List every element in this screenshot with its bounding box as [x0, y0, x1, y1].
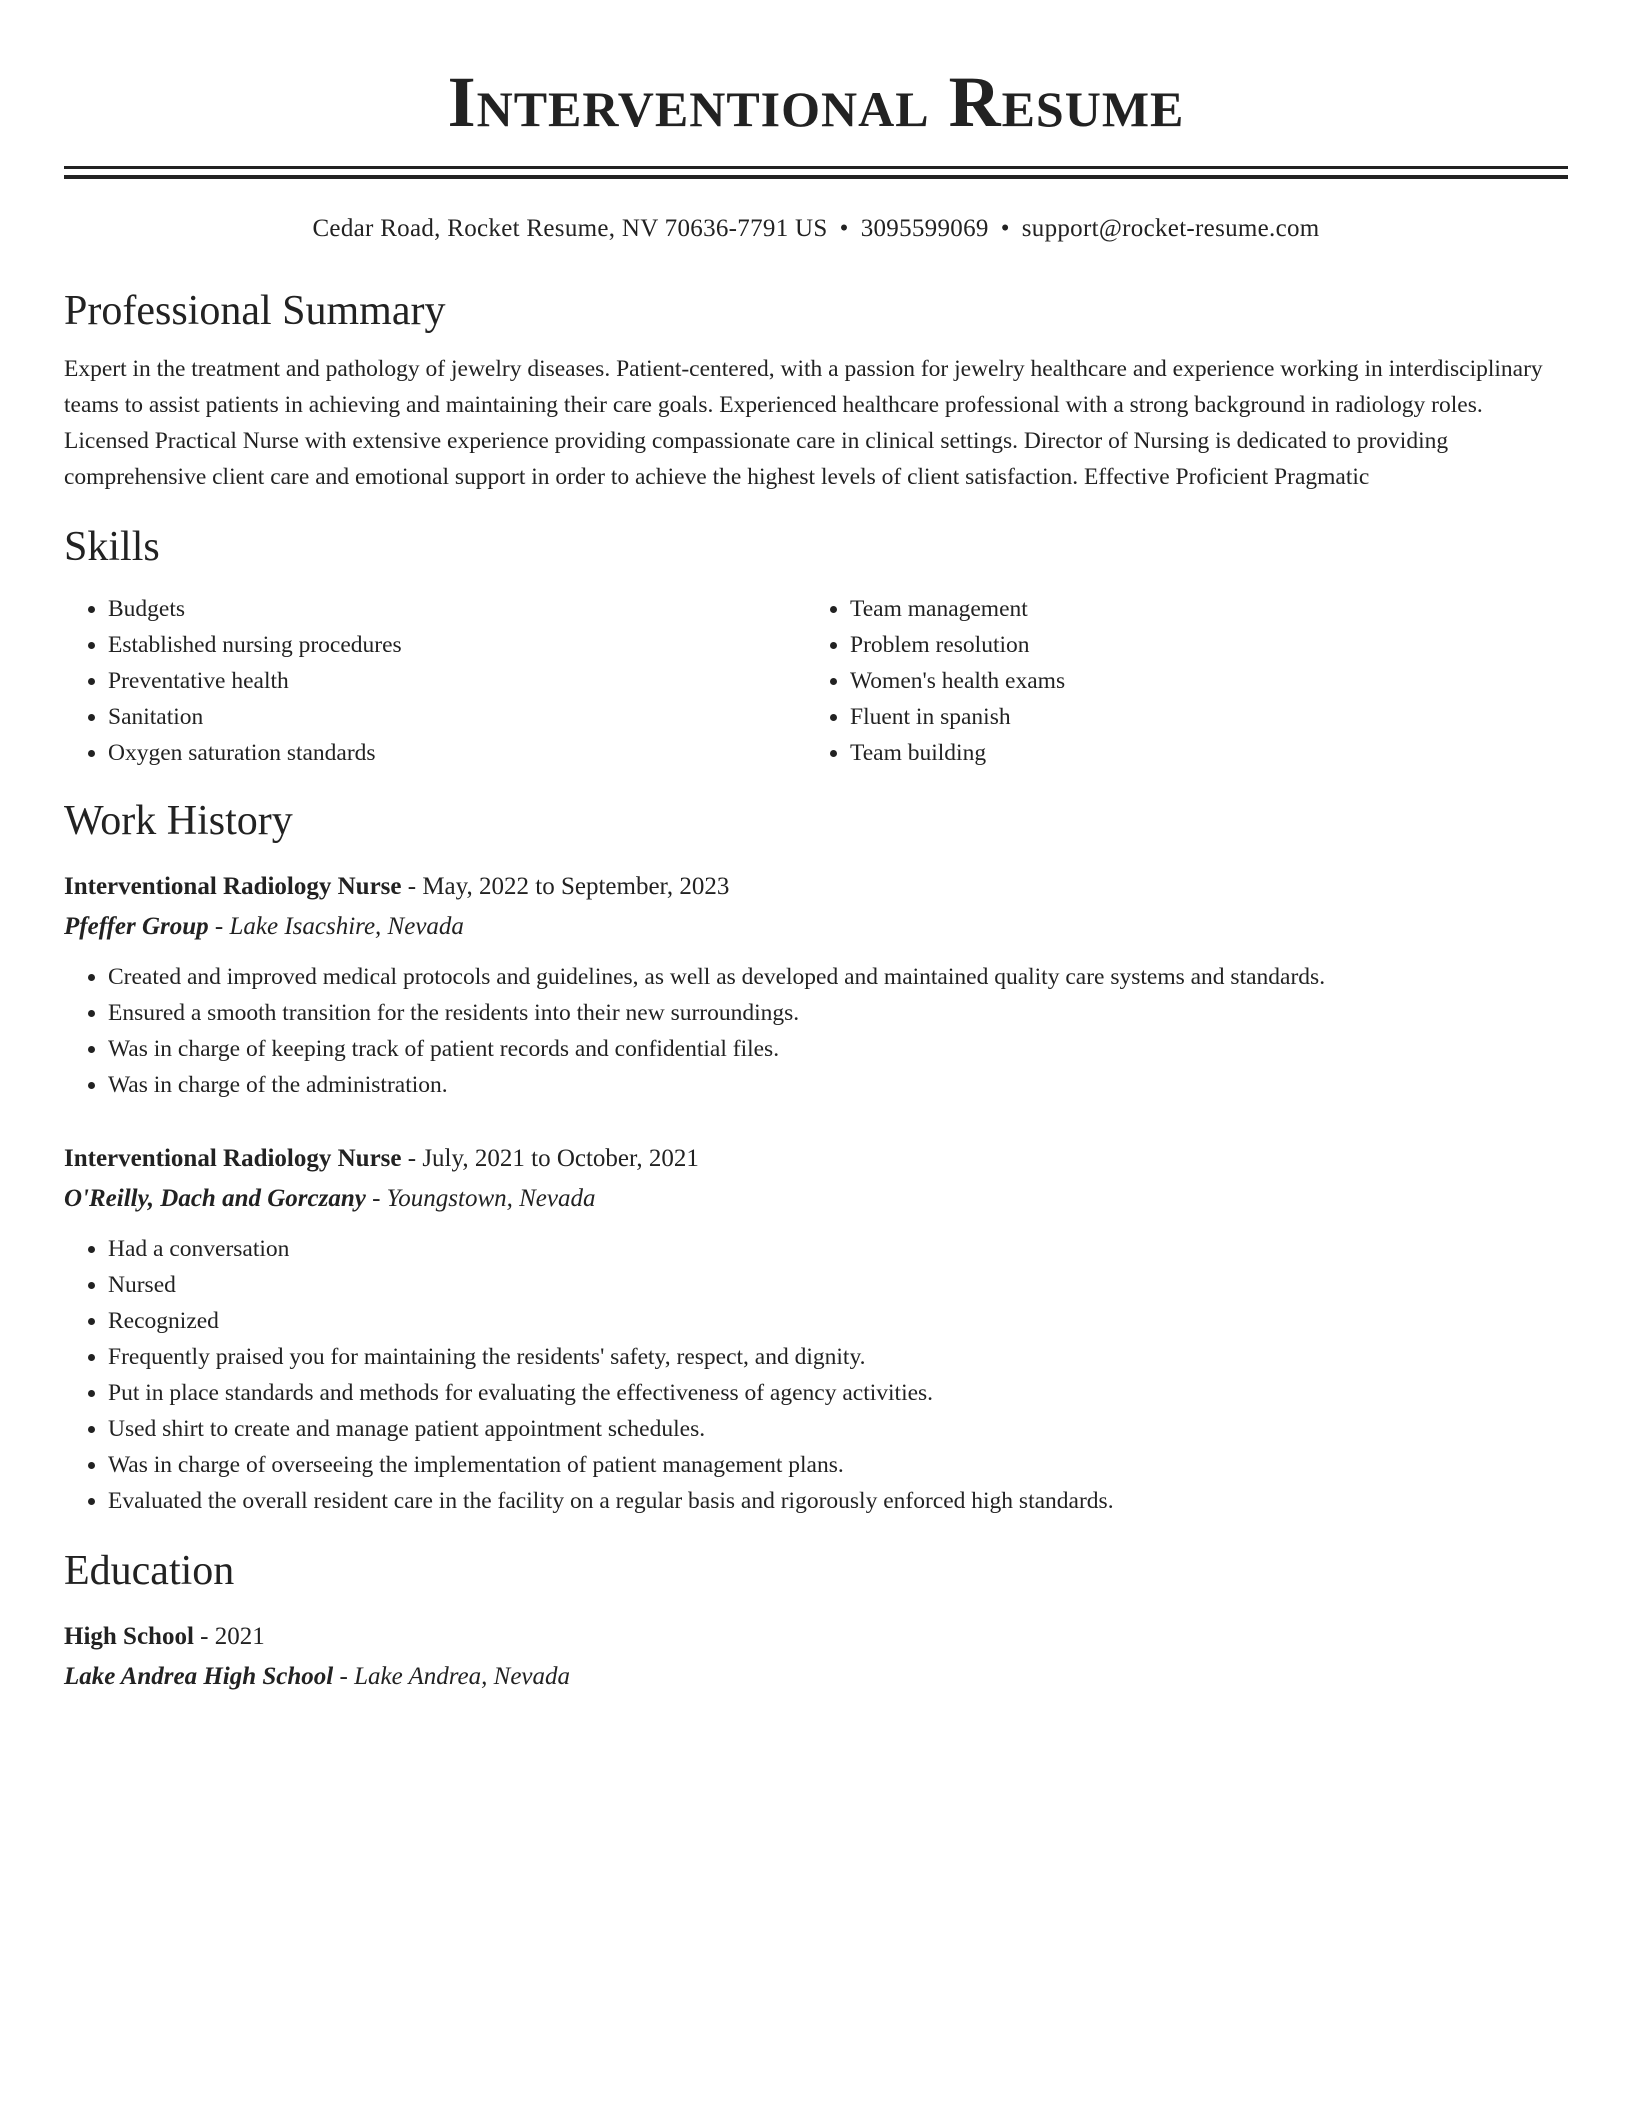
job-bullet: • Used shirt to create and manage patient appointment schedules.	[108, 1411, 1568, 1447]
skill-item: • Team management	[850, 591, 1548, 627]
skill-item: • Team building	[850, 735, 1548, 771]
education-dash: -	[339, 1663, 348, 1690]
job-dash: -	[372, 1185, 381, 1212]
contact-address: Cedar Road, Rocket Resume, NV 70636-7791 US	[312, 215, 828, 242]
job-role: Interventional Radiology Nurse	[64, 873, 402, 900]
summary-text: Expert in the treatment and pathology of jewelry diseases. Patient-centered, with a passion for jewelry healthcare and experience working in interdisciplinary teams to assist patients in achieving and maintaining their care goals. Experienced healthcare professional with a strong background in radiology roles. Licensed Practical Nurse with extensive experience providing compassionate care in clinical settings. Director of Nursing is dedicated to providing comprehensive client care and emotional support in order to achieve the highest levels of client satisfaction. Effective Proficient Pragmatic	[64, 356, 1543, 490]
education-dash: -	[200, 1623, 209, 1650]
section-title-work-history: Work History	[64, 798, 293, 844]
job-dash: -	[407, 873, 417, 900]
contact-separator: •	[1000, 215, 1010, 242]
education-location: Lake Andrea, Nevada	[354, 1663, 571, 1690]
job-bullet: • Evaluated the overall resident care in the facility on a regular basis and rigorously enforced high standards.	[108, 1483, 1568, 1519]
education-school-line	[64, 1659, 1568, 1695]
skills-column-left	[64, 591, 806, 771]
job-bullet: • Put in place standards and methods for evaluating the effectiveness of agency activities.	[108, 1375, 1568, 1411]
job-heading	[64, 1141, 1568, 1177]
skill-item: • Oxygen saturation standards	[108, 735, 806, 771]
job-bullet: • Nursed	[108, 1267, 1568, 1303]
education-school: Lake Andrea High School	[64, 1663, 334, 1690]
job-location: Lake Isacshire, Nevada	[229, 913, 464, 940]
skill-item: • Preventative health	[108, 663, 806, 699]
job-bullet: • Frequently praised you for maintaining the residents' safety, respect, and dignity.	[108, 1339, 1568, 1375]
job-entry	[64, 1141, 1568, 1519]
job-bullets	[64, 959, 1568, 1103]
contact-email: support@rocket-resume.com	[1021, 215, 1320, 242]
job-bullet: • Was in charge of keeping track of patient records and confidential files.	[108, 1031, 1568, 1067]
job-dash: -	[407, 1145, 417, 1172]
section-title-skills: Skills	[64, 524, 160, 570]
contact-separator: •	[839, 215, 849, 242]
job-bullet: • Was in charge of the administration.	[108, 1067, 1568, 1103]
section-title-education: Education	[64, 1548, 235, 1594]
skill-item: • Established nursing procedures	[108, 627, 806, 663]
contact-line	[64, 213, 1568, 245]
skills-column-right	[806, 591, 1548, 771]
education-degree: High School	[64, 1623, 194, 1650]
job-heading	[64, 869, 1568, 905]
job-dates: May, 2022 to September, 2023	[422, 873, 730, 900]
education-heading	[64, 1619, 1568, 1655]
education-entry	[64, 1619, 1568, 1695]
header-rule-bottom	[64, 175, 1568, 179]
job-bullet: • Created and improved medical protocols and guidelines, as well as developed and maintained quality care systems and standards.	[108, 959, 1568, 995]
job-location: Youngstown, Nevada	[386, 1185, 596, 1212]
job-dash: -	[214, 913, 224, 940]
skill-item: • Sanitation	[108, 699, 806, 735]
job-employer-line	[64, 1181, 1568, 1217]
skill-item: • Problem resolution	[850, 627, 1548, 663]
contact-phone: 3095599069	[860, 215, 989, 242]
skill-item: • Budgets	[108, 591, 806, 627]
job-bullet: • Was in charge of overseeing the implementation of patient management plans.	[108, 1447, 1568, 1483]
job-dates: July, 2021 to October, 2021	[422, 1145, 699, 1172]
section-title-summary: Professional Summary	[64, 288, 446, 334]
job-bullet: • Recognized	[108, 1303, 1568, 1339]
resume-name: Interventional Resume	[447, 62, 1185, 142]
job-bullet: • Had a conversation	[108, 1231, 1568, 1267]
skill-item: • Fluent in spanish	[850, 699, 1548, 735]
job-company: Pfeffer Group	[64, 913, 209, 940]
job-entry	[64, 869, 1568, 1103]
skills-list	[64, 591, 1568, 771]
education-year: 2021	[214, 1623, 265, 1650]
job-company: O'Reilly, Dach and Gorczany	[64, 1185, 366, 1212]
job-role: Interventional Radiology Nurse	[64, 1145, 402, 1172]
job-bullets	[64, 1231, 1568, 1519]
skill-item: • Women's health exams	[850, 663, 1548, 699]
job-bullet: • Ensured a smooth transition for the residents into their new surroundings.	[108, 995, 1568, 1031]
header-rule-top	[64, 166, 1568, 169]
job-employer-line	[64, 909, 1568, 945]
